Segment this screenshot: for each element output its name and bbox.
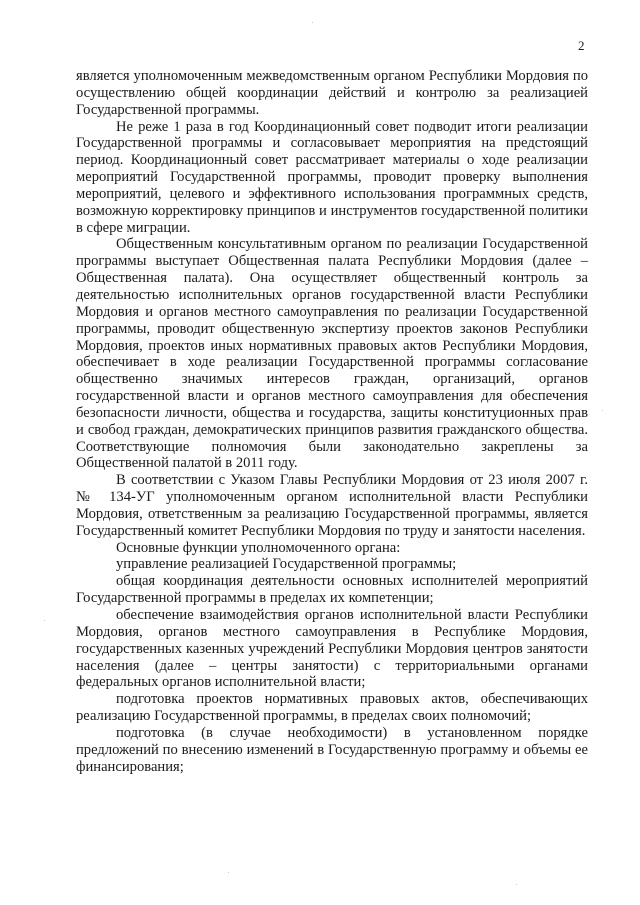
list-item-function-5: подготовка (в случае необходимости) в установленном порядке предложений по внесению изменений в Государственную программу и объемы ее финансирования; [76,724,588,775]
paragraph-functions-heading: Основные функции уполномоченного органа: [116,539,401,556]
paragraph-public-chamber: Общественным консультативным органом по реализации Государственной программы выступает Общественная палата Республики Мордовия (далее – Общественная палата). Она осуществляет общественный контроль за деятельностью исполнительных органов государственной власти Республики Мордовия и органов местного самоуправления по реализации Государственной программы, проводит общественную экспертизу проектов законов Республики Мордовия, проектов иных нормативных правовых актов Республики Мордовия, обеспечивает в ходе реализации Государственной программы согласование общественно значимых интересов граждан, организаций, органов государственной власти и органов местного самоуправления для обеспечения безопасности личности, общества и государства, защиты конституционных прав и свобод граждан, демократических принципов развития гражданского общества. Соответствующие полномочия были законодательно закреплены за Общественной палатой в 2011 году. [76,236,588,472]
paragraph-decree: В соответствии с Указом Главы Республики Мордовия от 23 июля 2007 г. № 134-УГ уполномоченным органом исполнительной власти Республики Мордовия, ответственным за реализацию Государственной программы, является Государственный комитет Республики Мордовия по труду и занятости населения. [76,472,588,539]
scan-speck [516,884,517,885]
list-item-function-3: обеспечение взаимодействия органов исполнительной власти Республики Мордовия, органов местного самоуправления в Республике Мордовия, государственных казенных учреждений Республики Мордовия центров занятости населения (далее – центры занятости) с территориальными органами федеральных органов исполнительной власти; [76,607,588,691]
list-item-function-2: общая координация деятельности основных исполнителей мероприятий Государственной программы в пределах их компетенции; [76,573,588,607]
page-number: 2 [578,38,585,53]
list-item-function-4: подготовка проектов нормативных правовых актов, обеспечивающих реализацию Государственной программы, в пределах своих полномочий; [76,691,588,725]
document-body [76,68,588,775]
list-item-function-1: управление реализацией Государственной программы; [116,556,457,573]
scan-speck [228,872,229,873]
scan-speck [312,22,313,23]
scan-speck [602,410,603,411]
paragraph-coordination-council: Не реже 1 раза в год Координационный совет подводит итоги реализации Государственной программы и согласовывает мероприятия на предстоящий период. Координационный совет рассматривает материалы о ходе реализации мероприятий Государственной программы, проводит проверку выполнения мероприятий, целевого и эффективного использования программных средств, возможную корректировку принципов и инструментов государственной политики в сфере миграции. [76,118,588,236]
paragraph-continuation: является уполномоченным межведомственным органом Республики Мордовия по осуществлению общей координации действий и контролю за реализацией Государственной программы. [76,68,588,118]
scan-speck [44,620,45,621]
